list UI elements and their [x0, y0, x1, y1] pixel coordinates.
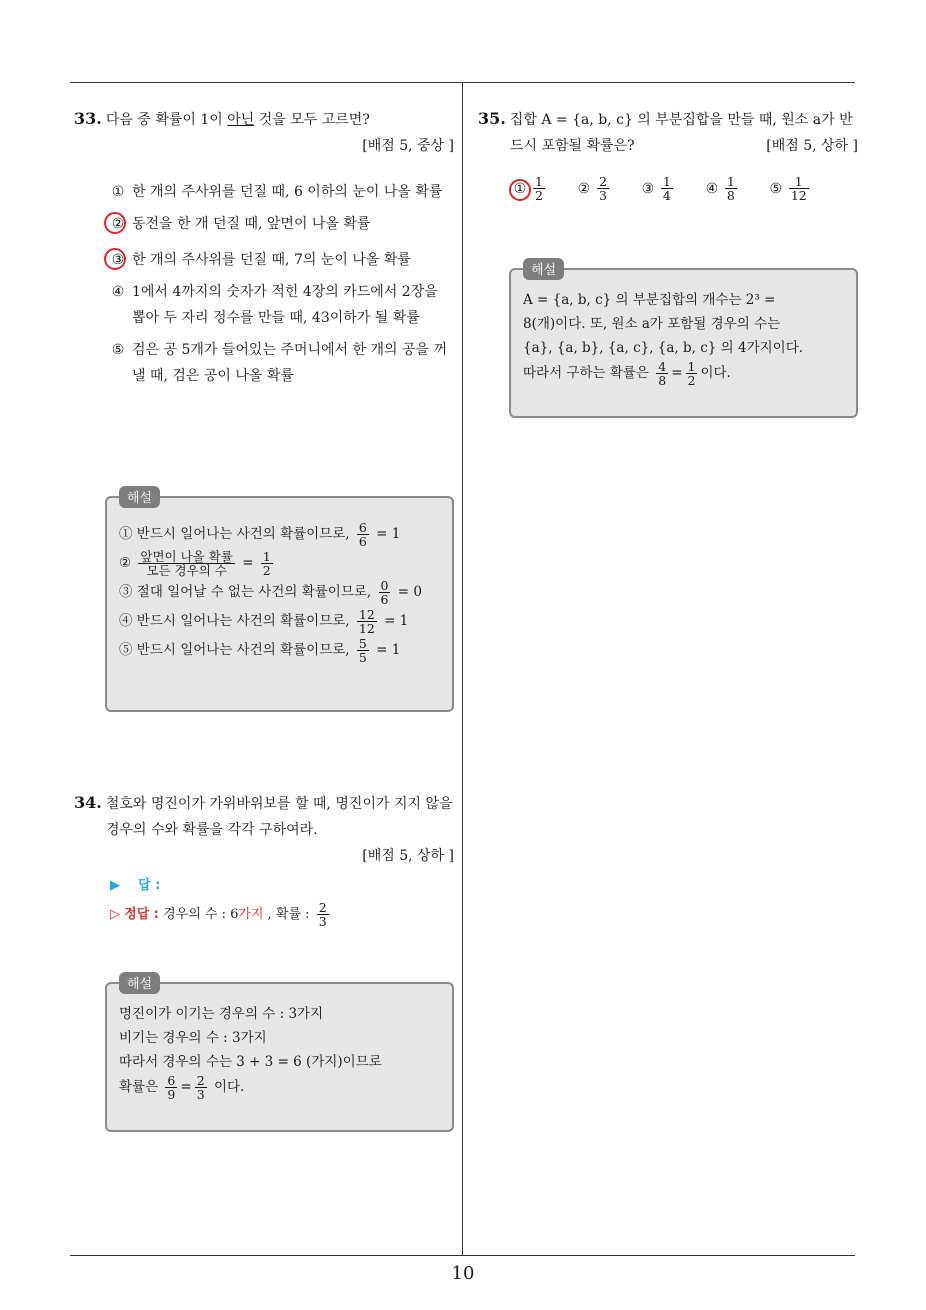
center-divider — [462, 82, 463, 1256]
choice-3[interactable]: ③ 한 개의 주사위를 던질 때, 7의 눈이 나올 확률 — [106, 247, 452, 273]
solution-line-5: ⑤ 반드시 일어나는 사건의 확률이므로, $\frac{5}{5}$ = 1 — [119, 636, 401, 665]
solution-line-3: 따라서 경우의 수는 3 + 3 = 6 (가지)이므로 — [119, 1054, 382, 1070]
solution-tag: 해설 — [523, 258, 564, 280]
fraction: $\frac{6}{6}$ — [358, 520, 367, 549]
triangle-outline-icon: ▷ — [110, 907, 120, 922]
solution-line-2: 비기는 경우의 수 : 3가지 — [119, 1030, 267, 1046]
question-34-stem: 34. 철호와 명진이가 가위바위보를 할 때, 명진이가 지지 않을 경우의 수와 확률을 각각 구하여라. — [74, 793, 453, 838]
selected-circle-icon — [509, 179, 531, 201]
solution-line-3: {a}, {a, b}, {a, c}, {a, b, c} 의 4가지이다. — [523, 340, 804, 356]
choice-2[interactable]: ② 동전을 한 개 던질 때, 앞면이 나올 확률 — [106, 211, 452, 237]
correct-label: 정답 : — [124, 907, 159, 922]
choice-4[interactable]: ④ $\frac{1}{8}$ — [705, 174, 735, 203]
fraction: $\frac{2}{3}$ — [318, 900, 327, 929]
fraction: $\frac{2}{3}$ — [196, 1073, 205, 1102]
fraction: $\frac{1}{8}$ — [726, 174, 735, 203]
question-35 — [478, 106, 858, 202]
play-arrow-icon: ▶ — [110, 878, 120, 893]
solution-line-1: ① 반드시 일어나는 사건의 확률이므로, $\frac{6}{6}$ = 1 — [119, 520, 401, 549]
choice-list — [74, 179, 452, 389]
solution-line-4: ④ 반드시 일어나는 사건의 확률이므로, $\frac{12}{12}$ = 1 — [119, 607, 409, 636]
fraction: $\frac{1}{2}$ — [687, 359, 696, 388]
choice-5[interactable]: ⑤ 검은 공 5개가 들어있는 주머니에서 한 개의 공을 꺼낼 때, 검은 공이 나올 확률 — [111, 342, 447, 384]
page-number: 10 — [451, 1263, 475, 1284]
solution-line-1: A = {a, b, c} 의 부분집합의 개수는 2³ = — [523, 292, 776, 308]
choice-4[interactable]: ④ 1에서 4까지의 숫자가 적힌 4장의 카드에서 2장을 뽑아 두 자리 정수를 만들 때, 43이하가 될 확률 — [111, 284, 438, 326]
fraction: $\frac{1}{12}$ — [790, 174, 807, 203]
choice-1[interactable]: ① 한 개의 주사위를 던질 때, 6 이하의 눈이 나올 확률 — [111, 184, 443, 200]
solution-box-34 — [105, 977, 454, 1132]
solution-line-1: 명진이가 이기는 경우의 수 : 3가지 — [119, 1006, 324, 1022]
fraction: $\frac{4}{8}$ — [658, 359, 667, 388]
question-33 — [74, 106, 454, 393]
solution-line-2: 8(개)이다. 또, 원소 a가 포함될 경우의 수는 — [523, 316, 781, 332]
fraction: $\frac{12}{12}$ — [358, 607, 375, 636]
solution-box-33 — [105, 491, 454, 712]
solution-tag: 해설 — [119, 486, 160, 508]
answer-row[interactable] — [110, 873, 454, 899]
question-meta: [배점 5, 중상 ] — [362, 138, 454, 154]
choice-list — [478, 175, 858, 202]
question-meta: [배점 5, 상하 ] — [362, 848, 454, 864]
question-number: 33. — [74, 109, 102, 128]
fraction: $\frac{1}{2}$ — [262, 549, 271, 578]
fraction: $\frac{5}{5}$ — [358, 636, 367, 665]
fraction: $\frac{0}{6}$ — [380, 578, 389, 607]
solution-box-35 — [509, 263, 858, 418]
fraction: $\frac{1}{4}$ — [662, 174, 671, 203]
solution-line-4: 확률은 $\frac{6}{9}$ = $\frac{2}{3}$ 이다. — [119, 1073, 245, 1102]
choice-2[interactable]: ② $\frac{2}{3}$ — [577, 174, 607, 203]
question-number: 34. — [74, 793, 102, 812]
fraction: $\frac{1}{2}$ — [535, 174, 543, 203]
question-35-stem: 35. 집합 A = {a, b, c} 의 부분집합을 만들 때, 원소 a가 반드시 포함될 확률은? — [478, 109, 853, 154]
correct-answer-row: ▷ 정답 : 경우의 수 : 6가지 , 확률 : $\frac{2}{3}$ — [110, 900, 327, 929]
question-number: 35. — [478, 109, 506, 128]
solution-line-3: ③ 절대 일어날 수 없는 사건의 확률이므로, $\frac{0}{6}$ = 0 — [119, 578, 422, 607]
fraction: $\frac{2}{3}$ — [598, 174, 607, 203]
question-meta: [배점 5, 상하 ] — [766, 138, 858, 154]
question-34 — [74, 790, 454, 928]
choice-5[interactable]: ⑤ $\frac{1}{12}$ — [769, 174, 807, 203]
choice-3[interactable]: ③ $\frac{1}{4}$ — [641, 174, 671, 203]
choice-1[interactable]: ① $\frac{1}{2}$ — [510, 175, 548, 202]
solution-line-4: 따라서 구하는 확률은 $\frac{4}{8}$ = $\frac{1}{2}$ 이다. — [523, 359, 731, 388]
fraction: $\frac{6}{9}$ — [167, 1073, 176, 1102]
solution-tag: 해설 — [119, 972, 160, 994]
answer-label: 답 : — [138, 878, 161, 893]
question-33-stem: 33. 다음 중 확률이 1이 아닌 것을 모두 고르면? — [74, 109, 370, 128]
solution-line-2: ② $\frac{\text{앞면이 나올 확률}}{\text{모든 경우의 수}}$ = $\frac{1}{2}$ — [119, 549, 271, 578]
fraction: $\frac{\text{앞면이 나올 확률}}{\text{모든 경우의 수}}$ — [140, 549, 233, 578]
bottom-rule — [70, 1255, 855, 1256]
